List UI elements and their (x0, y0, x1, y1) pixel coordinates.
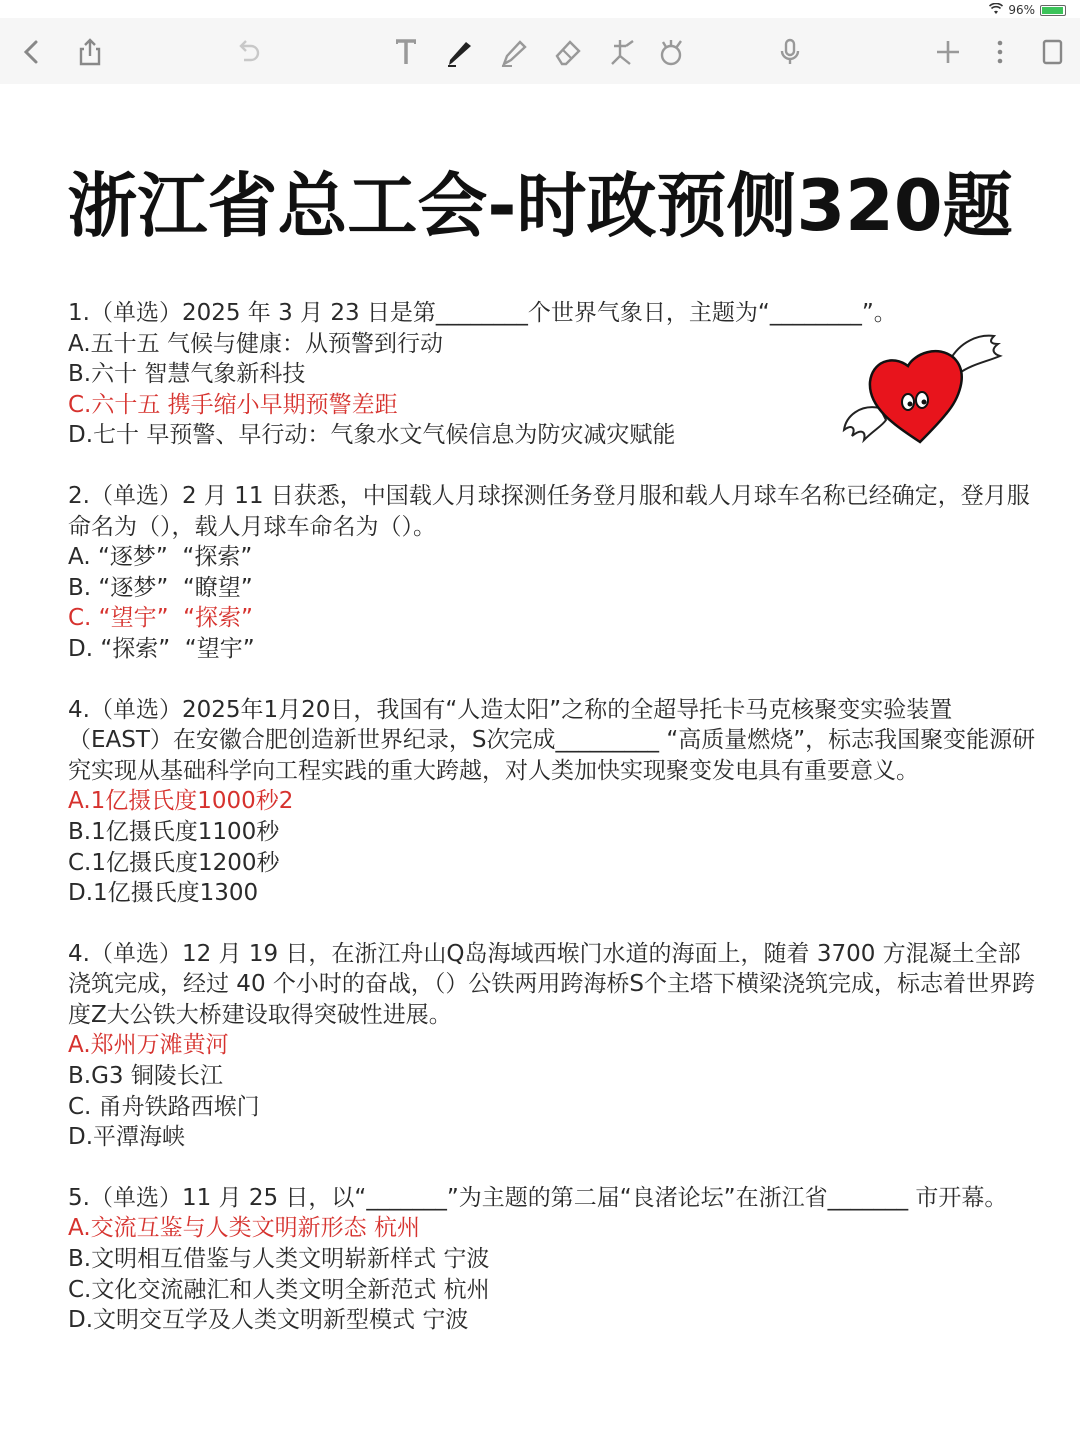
question-block (68, 695, 1038, 909)
option: C. 甬舟铁路西堠门 (68, 1093, 260, 1120)
status-bar (989, 0, 1066, 20)
share-icon[interactable] (70, 32, 110, 72)
option: B.G3 铜陵长江 (68, 1063, 223, 1090)
hand-icon[interactable] (652, 32, 692, 72)
option-correct: C. “望宇” “探索” (68, 605, 253, 632)
battery-icon (1040, 5, 1066, 16)
option: C.文化交流融汇和人类文明全新范式 杭州 (68, 1276, 490, 1303)
question-list (68, 298, 1038, 1366)
note-toolbar (0, 18, 1080, 84)
page-icon[interactable] (1032, 32, 1072, 72)
wifi-icon (989, 3, 1003, 18)
option: B. “逐梦” “瞭望” (68, 574, 253, 601)
question-block (68, 481, 1038, 665)
option: B.文明相互借鉴与人类文明崭新样式 宁波 (68, 1246, 490, 1273)
undo-icon[interactable] (228, 32, 268, 72)
add-icon[interactable] (928, 32, 968, 72)
winged-heart-sticker (838, 330, 1003, 445)
option: B.1亿摄氏度1100秒 (68, 818, 280, 845)
option-correct: A.交流互鉴与人类文明新形态 杭州 (68, 1215, 420, 1242)
option-correct: C.六十五 携手缩小早期预警差距 (68, 391, 398, 418)
microphone-icon[interactable] (770, 32, 810, 72)
option: A. “逐梦” “探索” (68, 544, 253, 571)
option: D.七十 早预警、早行动：气象水文气候信息为防灾减灾赋能 (68, 422, 676, 449)
back-icon[interactable] (12, 32, 52, 72)
option: D. “探索” “望宇” (68, 635, 255, 662)
option: D.文明交互学及人类文明新型模式 宁波 (68, 1307, 469, 1334)
option: D.1亿摄氏度1300 (68, 880, 259, 907)
pen-icon[interactable] (440, 32, 480, 72)
question-text: 4.（单选）12 月 19 日，在浙江舟山Q岛海域西堠门水道的海面上，随着 3700 方混凝土全部浇筑完成，经过 40 个小时的奋战，（）公铁两用跨海桥S个主塔下横梁浇筑完成，标志着世界跨度Z大公铁大桥建设取得突破性进展。 (68, 940, 1035, 1028)
text-tool-icon[interactable] (386, 32, 426, 72)
option-correct: A.郑州万滩黄河 (68, 1032, 229, 1059)
highlighter-icon[interactable] (494, 32, 534, 72)
lasso-icon[interactable] (602, 32, 642, 72)
page-title: 浙江省总工会-时政预侧320题 (67, 165, 1013, 247)
option: A.五十五 气候与健康：从预警到行动 (68, 330, 443, 357)
option: B.六十 智慧气象新科技 (68, 361, 306, 388)
question-text: 1.（单选）2025 年 3 月 23 日是第________个世界气象日，主题为“________”。 (68, 300, 897, 326)
question-block (68, 1183, 1038, 1336)
question-text: 2.（单选）2 月 11 日获悉，中国载人月球探测任务登月服和载人月球车名称已经确定，登月服命名为（），载人月球车命名为（）。 (68, 482, 1030, 540)
option-correct: A.1亿摄氏度1000秒2 (68, 788, 294, 815)
eraser-icon[interactable] (548, 32, 588, 72)
question-text: 5.（单选）11 月 25 日，以“_______”为主题的第二届“良渚论坛”在浙江省_______ 市开幕。 (68, 1184, 1008, 1211)
question-block (68, 939, 1038, 1153)
option: C.1亿摄氏度1200秒 (68, 849, 280, 876)
question-text: 4.（单选）2025年1月20日，我国有“人造太阳”之称的全超导托卡马克核聚变实验装置（EAST）在安徽合肥创造新世界纪录，S次完成_________ “高质量燃烧”，标志我国聚变能源研究实现从基础科学向工程实践的重大跨越，对人类加快实现聚变发电具有重要意义。 (68, 696, 1036, 784)
option: D.平潭海峡 (68, 1124, 186, 1151)
battery-percent: 96% (1008, 3, 1035, 17)
more-icon[interactable] (980, 32, 1020, 72)
